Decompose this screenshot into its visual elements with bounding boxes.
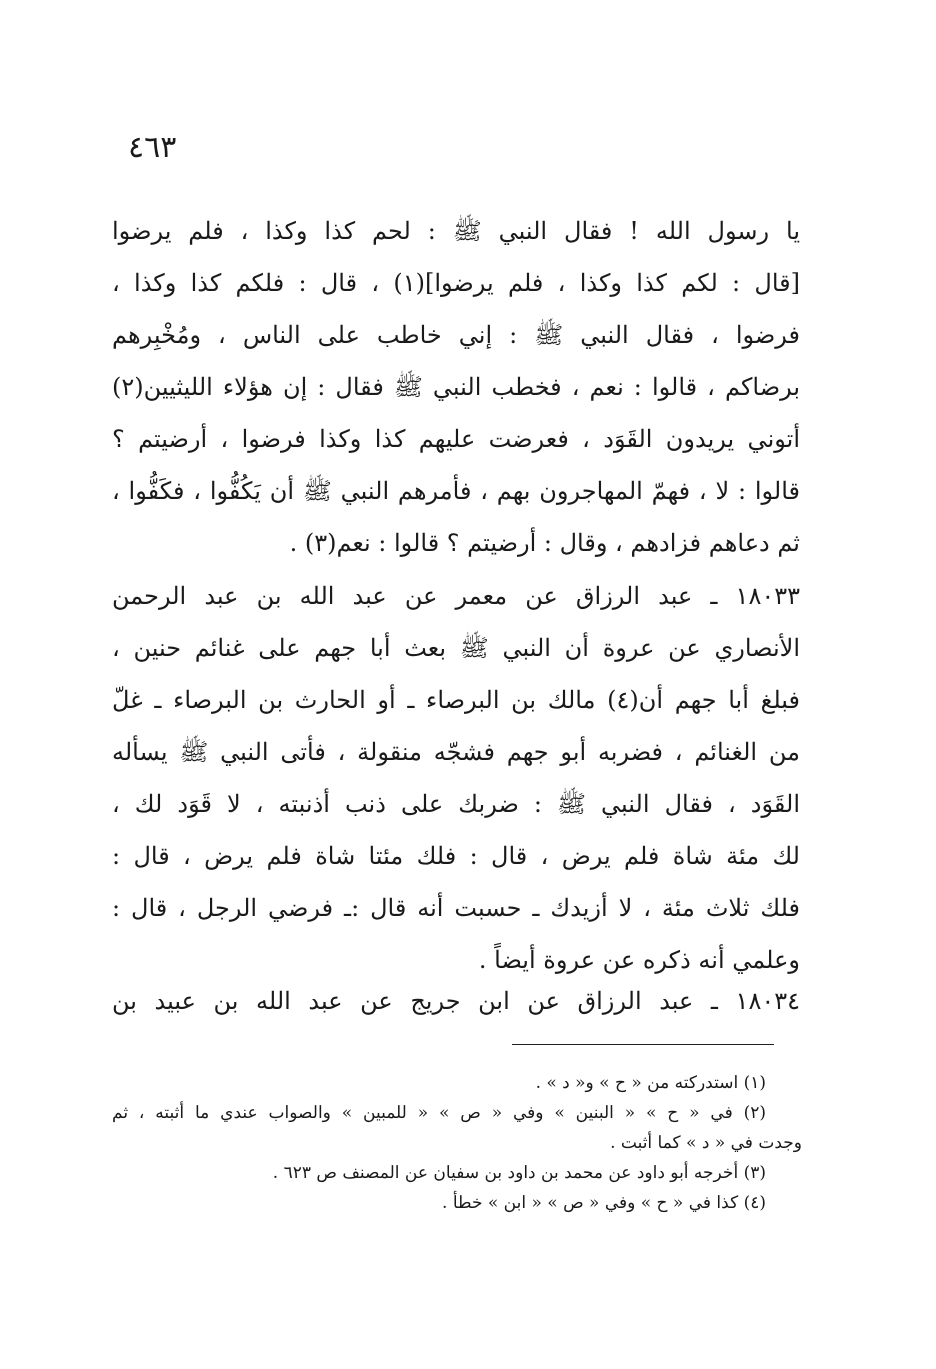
footnote-1: (١) استدركته من « ح » و« د » .: [535, 1073, 766, 1093]
text-line: فلك ثلاث مئة ، لا أزيدك ـ حسبت أنه قال :ـ فرضي الرجل ، قال :: [112, 894, 800, 922]
text-line: الأنصاري عن عروة أن النبي ﷺ بعث أبا جهم على غنائم حنين ،: [112, 634, 800, 662]
text-line: قالوا : لا ، فهمّ المهاجرون بهم ، فأمرهم النبي ﷺ أن يَكُفُّوا ، فكَفُّوا ،: [112, 477, 800, 505]
text-line: يا رسول الله ! فقال النبي ﷺ : لحم كذا وكذا ، فلم يرضوا: [112, 217, 800, 245]
text-line: فرضوا ، فقال النبي ﷺ : إني خاطب على الناس ، ومُخْبِرهم: [112, 321, 800, 349]
text-line: من الغنائم ، فضربه أبو جهم فشجّه منقولة ، فأتى النبي ﷺ يسأله: [112, 738, 800, 766]
footnote-4: (٤) كذا في « ح » وفي « ص » « ابن » خطأ .: [442, 1193, 766, 1213]
hadith-18033: [112, 570, 800, 986]
paragraph-1: [112, 205, 800, 569]
text-line: ثم دعاهم فزادهم ، وقال : أرضيتم ؟ قالوا : نعم(٣) .: [289, 529, 800, 557]
footnote-2-continued: وجدت في « د » كما أثبت .: [610, 1133, 802, 1153]
footnote-2: (٢) في « ح » « البنين » وفي « ص » « للمبين » والصواب عندي ما أثبته ، ثم: [112, 1103, 766, 1123]
text-line: [قال : لكم كذا وكذا ، فلم يرضوا](١) ، قال : فلكم كذا وكذا ،: [112, 269, 800, 297]
text-line: فبلغ أبا جهم أن(٤) مالك بن البرصاء ـ أو الحارث بن البرصاء ـ غلّ: [112, 686, 800, 714]
text-line: برضاكم ، قالوا : نعم ، فخطب النبي ﷺ فقال : إن هؤلاء الليثيين(٢): [112, 373, 800, 401]
text-line: لك مئة شاة فلم يرض ، قال : فلك مئتا شاة فلم يرض ، قال :: [112, 842, 800, 870]
footnotes: [112, 1068, 802, 1218]
text-line: ١٨٠٣٤ ـ عبد الرزاق عن ابن جريج عن عبد الله بن عبيد بن: [112, 987, 800, 1015]
text-line: ١٨٠٣٣ ـ عبد الرزاق عن معمر عن عبد الله بن عبد الرحمن: [112, 582, 800, 610]
hadith-18034: [112, 975, 800, 1027]
text-line: القَوَد ، فقال النبي ﷺ : ضربك على ذنب أذنبته ، لا قَوَد لك ،: [112, 790, 800, 818]
text-line: وعلمي أنه ذكره عن عروة أيضاً .: [478, 946, 800, 974]
footnote-separator: [512, 1044, 774, 1045]
page-number: ٤٦٣: [128, 130, 177, 165]
footnote-3: (٣) أخرجه أبو داود عن محمد بن داود بن سفيان عن المصنف ص ٦٢٣ .: [272, 1163, 766, 1183]
text-line: أتوني يريدون القَوَد ، فعرضت عليهم كذا وكذا فرضوا ، أرضيتم ؟: [112, 425, 800, 453]
